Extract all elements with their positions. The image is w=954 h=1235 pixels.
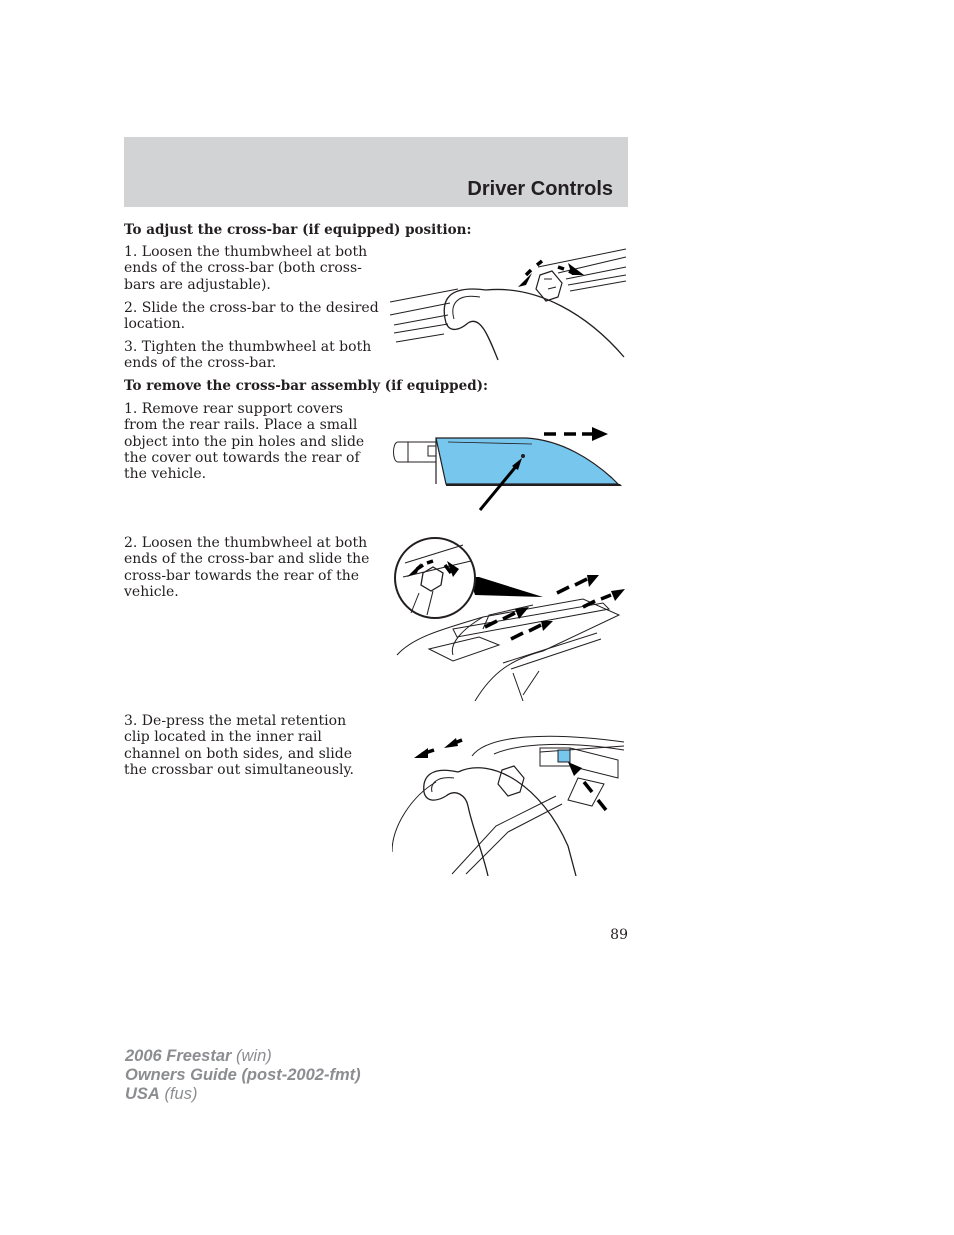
- page-number: 89: [610, 927, 628, 943]
- vehicle-roof-crossbar-illustration: [393, 533, 629, 701]
- adjust-step-3: 3. Tighten the thumbwheel at both ends of the cross-bar.: [124, 339, 372, 372]
- footer-market-code: (fus): [164, 1085, 198, 1103]
- retention-clip-illustration: [392, 726, 628, 876]
- section-title: Driver Controls: [467, 178, 613, 200]
- footer-guide-title: Owners Guide (post-2002-fmt): [125, 1066, 361, 1084]
- footer-line-2: [125, 1066, 361, 1085]
- adjust-step-1: 1. Loosen the thumbwheel at both ends of the cross-bar (both cross-bars are adjustable).: [124, 244, 368, 293]
- footer-model-code: (win): [236, 1047, 272, 1065]
- crossbar-adjust-illustration: [388, 245, 630, 363]
- footer-line-3: [125, 1085, 361, 1104]
- remove-step-2: 2. Loosen the thumbwheel at both ends of the cross-bar and slide the cross-bar towards the rear of the vehicle.: [124, 535, 370, 600]
- footer-line-1: [125, 1047, 361, 1066]
- remove-step-1: 1. Remove rear support covers from the rear rails. Place a small object into the pin holes and slide the cover out towards the rear of the vehicle.: [124, 401, 365, 483]
- footer-doc-info: [125, 1047, 361, 1104]
- section-header-bar: [124, 137, 628, 207]
- footer-market: USA: [125, 1085, 160, 1103]
- rear-support-cover-illustration: [392, 420, 628, 516]
- remove-step-3: 3. De-press the metal retention clip located in the inner rail channel on both sides, and slide the crossbar out simultaneously.: [124, 713, 354, 778]
- adjust-heading: To adjust the cross-bar (if equipped) position:: [124, 222, 472, 238]
- footer-model: 2006 Freestar: [125, 1047, 232, 1065]
- adjust-step-2: 2. Slide the cross-bar to the desired location.: [124, 300, 379, 333]
- remove-heading: To remove the cross-bar assembly (if equipped):: [124, 378, 489, 394]
